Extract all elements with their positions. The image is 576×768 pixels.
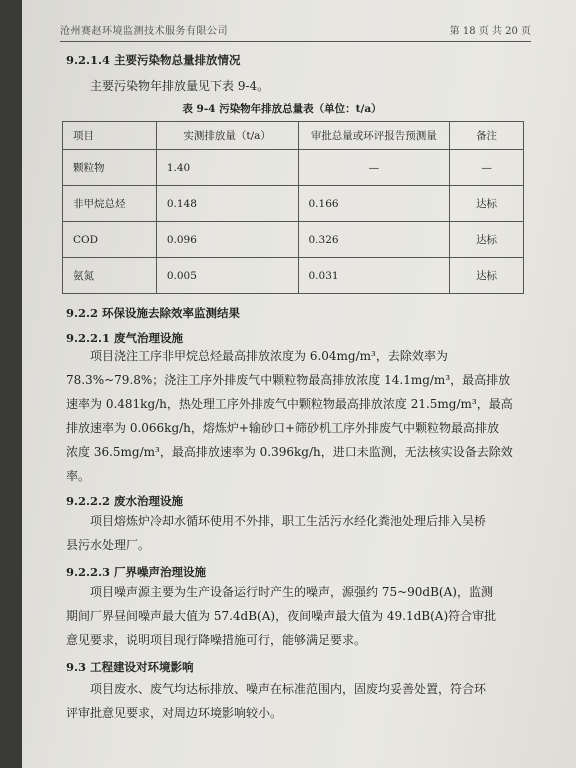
table-row <box>63 186 524 222</box>
table-row <box>63 258 524 294</box>
section-9-2-2-2-heading: 9.2.2.2 废水治理设施 <box>66 494 184 508</box>
section-9-3-heading: 9.3 工程建设对环境影响 <box>66 660 194 674</box>
paragraph-line: 率。 <box>66 469 91 483</box>
table-cell: 达标 <box>450 222 524 258</box>
table-cell: 0.005 <box>156 258 298 294</box>
table-cell: 颗粒物 <box>63 150 157 186</box>
emissions-table <box>62 121 524 294</box>
paragraph-line: 项目浇注工序非甲烷总烃最高排放浓度为 6.04mg/m³，去除效率为 <box>90 349 448 363</box>
paragraph-line: 项目熔炼炉冷却水循环使用不外排，职工生活污水经化粪池处理后排入吴桥 <box>90 514 487 528</box>
noise-paragraph <box>66 580 526 652</box>
page-header <box>60 21 531 42</box>
paragraph-line: 排放速率为 0.066kg/h，熔炼炉+输砂口+筛砂机工序外排废气中颗粒物最高排放 <box>66 421 500 435</box>
table-header-cell: 实测排放量（t/a） <box>156 122 298 150</box>
section-9-2-2-3-heading: 9.2.2.3 厂界噪声治理设施 <box>66 565 207 579</box>
table-header-cell: 审批总量或环评报告预测量 <box>298 122 450 150</box>
paragraph-line: 78.3%~79.8%；浇注工序外排废气中颗粒物最高排放浓度 14.1mg/m³，最高排放 <box>66 373 511 387</box>
paragraph-line: 期间厂界昼间噪声最大值为 57.4dB(A)，夜间噪声最大值为 49.1dB(A)符合审批 <box>66 609 497 623</box>
table-caption: 表 9-4 污染物年排放总量表（单位：t/a） <box>182 103 382 115</box>
table-cell: 达标 <box>450 186 524 222</box>
paragraph-line: 项目废水、废气均达标排放、噪声在标准范围内，固废均妥善处置，符合环 <box>90 682 487 696</box>
table-cell: 1.40 <box>156 150 298 186</box>
table-cell: 非甲烷总烃 <box>63 186 157 222</box>
impact-paragraph <box>66 677 526 725</box>
section-9-2-2-heading: 9.2.2 环保设施去除效率监测结果 <box>66 306 241 320</box>
table-cell: COD <box>63 222 157 258</box>
table-cell: 0.096 <box>156 222 298 258</box>
table-header-cell: 项目 <box>63 122 157 150</box>
company-name: 沧州赛赵环境监测技术服务有限公司 <box>60 26 228 37</box>
table-cell: 0.031 <box>298 258 450 294</box>
exhaust-gas-paragraph <box>66 344 526 488</box>
table-cell: — <box>298 150 450 186</box>
table-cell: 0.166 <box>298 186 450 222</box>
page-number: 第 18 页 共 20 页 <box>449 26 531 37</box>
paragraph-line: 浓度 36.5mg/m³，最高排放速率为 0.396kg/h，进口未监测，无法核实设备去除效 <box>66 445 513 459</box>
document-page <box>22 0 576 768</box>
table-header-cell: 备注 <box>450 122 524 150</box>
paragraph-line: 县污水处理厂。 <box>66 538 151 552</box>
table-cell: 达标 <box>450 258 524 294</box>
section-9-2-1-4-intro: 主要污染物年排放量见下表 9-4。 <box>90 79 270 93</box>
table-cell: 0.326 <box>298 222 450 258</box>
paragraph-line: 项目噪声源主要为生产设备运行时产生的噪声，源强约 75~90dB(A)，监测 <box>90 585 493 599</box>
table-row <box>63 150 524 186</box>
paragraph-line: 意见要求，说明项目现行降噪措施可行，能够满足要求。 <box>66 633 367 647</box>
table-header-row <box>63 122 524 150</box>
paragraph-line: 速率为 0.481kg/h，热处理工序外排废气中颗粒物最高排放浓度 21.5mg/m³，最高 <box>66 397 513 411</box>
paragraph-line: 评审批意见要求，对周边环境影响较小。 <box>66 706 283 720</box>
wastewater-paragraph <box>66 509 526 557</box>
table-row <box>63 222 524 258</box>
table-cell: 氨氮 <box>63 258 157 294</box>
table-cell: — <box>450 150 524 186</box>
section-9-2-1-4-heading: 9.2.1.4 主要污染物总量排放情况 <box>66 53 241 67</box>
table-cell: 0.148 <box>156 186 298 222</box>
section-9-2-2-1-heading: 9.2.2.1 废气治理设施 <box>66 331 184 345</box>
